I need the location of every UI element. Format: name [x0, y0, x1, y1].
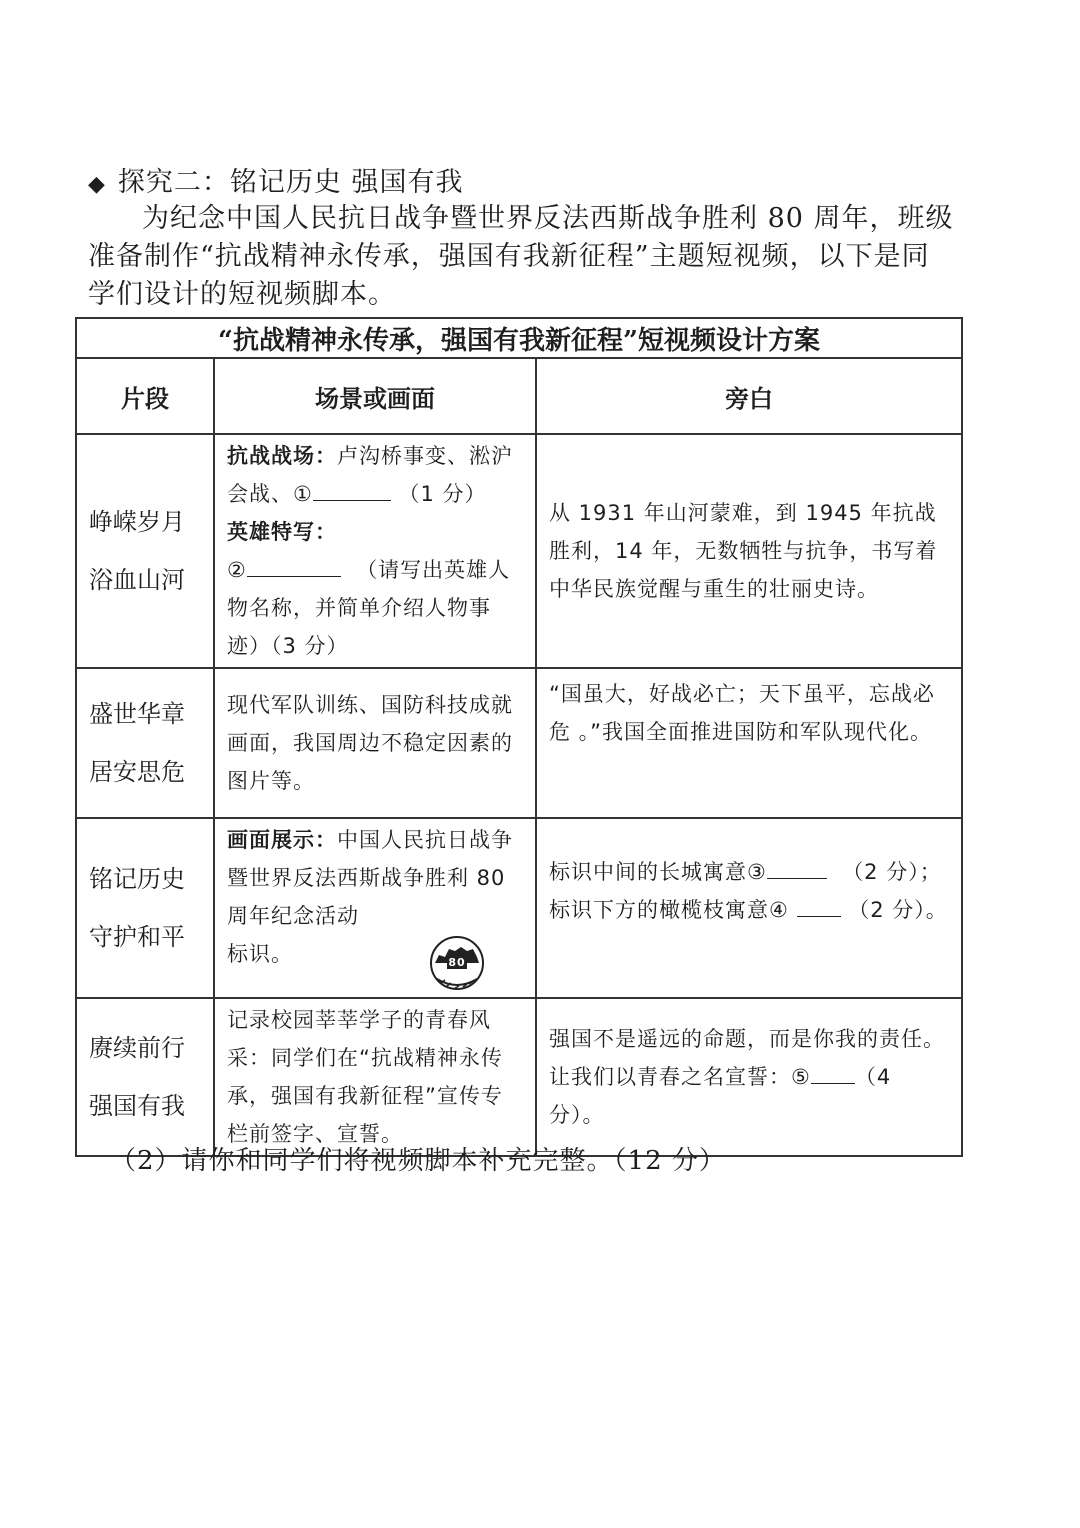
scene-cell: 现代军队训练、国防科技成就画面，我国周边不稳定因素的图片等。: [214, 668, 536, 818]
narration-text: 标识中间的长城寓意③: [549, 860, 767, 884]
narration-text: 标识下方的橄榄枝寓意④: [549, 898, 789, 922]
script-table: [75, 317, 963, 1157]
segment-line: 浴血山河: [89, 566, 185, 594]
narration-cell: 从 1931 年山河蒙难，到 1945 年抗战胜利，14 年，无数牺牲与抗争，书写着中华民族觉醒与重生的壮丽史诗。: [536, 434, 962, 668]
answer-blank-2[interactable]: [247, 554, 341, 577]
logo-number: 80: [448, 956, 466, 969]
scene-text: 卢沟桥事变、淞沪会战、①: [227, 444, 513, 506]
narration-cell: [536, 998, 962, 1156]
section-title: 探究二：铭记历史 强国有我: [117, 167, 464, 198]
scene-tail-line: [227, 935, 523, 973]
narration-cell: [536, 818, 962, 998]
scene-cell: [214, 818, 536, 998]
segment-line: 守护和平: [89, 923, 185, 951]
table-row: [76, 668, 962, 818]
diamond-bullet-icon: ◆: [88, 172, 106, 197]
segment-line: 居安思危: [89, 758, 185, 786]
score-text: （1 分）: [398, 482, 487, 506]
answer-blank-3[interactable]: [767, 856, 827, 879]
header-narration: 旁白: [536, 358, 962, 434]
score-text: （2 分）。: [848, 898, 948, 922]
answer-blank-1[interactable]: [313, 478, 391, 501]
table-row: [76, 998, 962, 1156]
segment-line: 峥嵘岁月: [89, 508, 185, 536]
score-text: （4 分）。: [549, 1065, 892, 1127]
question-prompt: （2）请你和同学们将视频脚本补充完整。（12 分）: [110, 1146, 726, 1176]
scene-text: （请写出英雄人物名称，并简单介绍人物事迹）（3 分）: [227, 558, 511, 658]
segment-line: 强国有我: [89, 1092, 185, 1120]
narration-text: 强国不是遥远的命题，而是你我的责任。: [549, 1027, 945, 1051]
scene-cell: [214, 434, 536, 668]
anniversary-logo-icon: [425, 933, 489, 997]
scene-label: 英雄特写：: [227, 520, 337, 544]
narration-text: 让我们以青春之名宣誓：⑤: [549, 1065, 811, 1089]
section-heading: [88, 160, 464, 199]
blank-number: ②: [227, 558, 247, 582]
intro-paragraph: 为纪念中国人民抗日战争暨世界反法西斯战争胜利 80 周年，班级准备制作“抗战精神永传承，强国有我新征程”主题短视频，以下是同学们设计的短视频脚本。: [88, 203, 954, 310]
header-scene: 场景或画面: [214, 358, 536, 434]
scene-text: 标识。: [227, 942, 293, 966]
segment-cell: [76, 668, 214, 818]
segment-cell: [76, 434, 214, 668]
scene-label: 抗战战场：: [227, 444, 337, 468]
score-text: （2 分）；: [842, 860, 942, 884]
table-row: [76, 434, 962, 668]
answer-blank-4[interactable]: [797, 894, 841, 917]
segment-cell: [76, 998, 214, 1156]
narration-cell: “国虽大，好战必亡；天下虽平，忘战必危 。”我国全面推进国防和军队现代化。: [536, 668, 962, 818]
scene-cell: 记录校园莘莘学子的青春风采：同学们在“抗战精神永传承，强国有我新征程”宣传专栏前签字、宣誓。: [214, 998, 536, 1156]
table-title: “抗战精神永传承，强国有我新征程”短视频设计方案: [76, 318, 962, 358]
table-row: [76, 818, 962, 998]
scene-text: 中国人民抗日战争暨世界反法西斯战争胜利 80 周年纪念活动: [227, 828, 513, 928]
scene-label: 画面展示：: [227, 828, 337, 852]
segment-line: 盛世华章: [89, 700, 185, 728]
header-segment: 片段: [76, 358, 214, 434]
segment-line: 铭记历史: [89, 865, 185, 893]
answer-blank-5[interactable]: [811, 1061, 855, 1084]
segment-line: 赓续前行: [89, 1034, 185, 1062]
segment-cell: [76, 818, 214, 998]
